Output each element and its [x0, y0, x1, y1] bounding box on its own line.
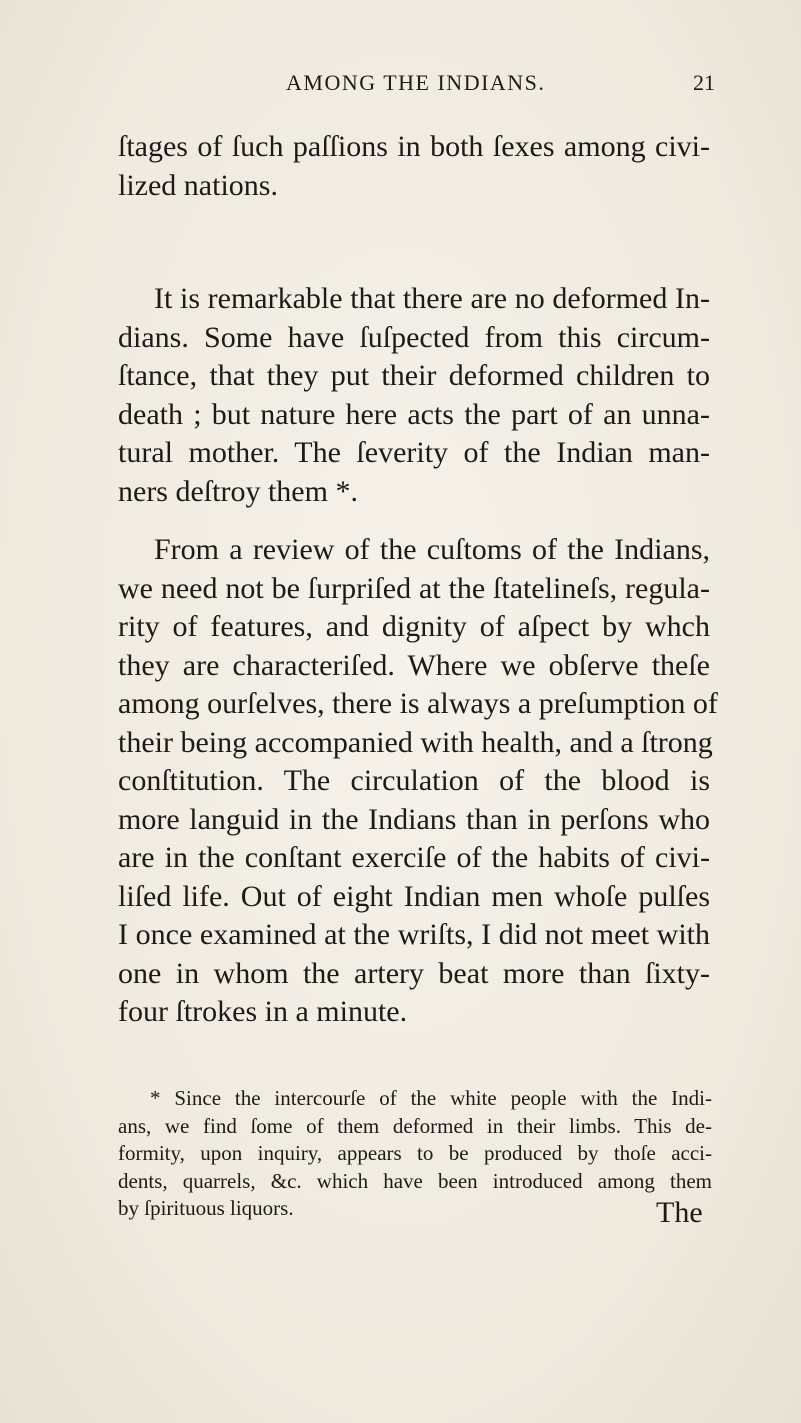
- text-line: It is remarkable that there are no deformed In-: [154, 282, 710, 315]
- text-line: one in whom the artery beat more than ſixty-: [118, 956, 710, 990]
- text-line: ners deſtroy them *.: [118, 474, 358, 508]
- footnote: [118, 1085, 712, 1223]
- text-line: more languid in the Indians than in perſons who: [118, 802, 710, 836]
- running-head: [0, 70, 801, 100]
- footnote-line: dents, quarrels, &c. which have been introduced among them: [118, 1168, 712, 1193]
- text-line: among ourſelves, there is always a preſumption of: [118, 687, 718, 720]
- running-title: AMONG THE INDIANS.: [286, 70, 546, 95]
- text-line: death ; but nature here acts the part of an unna-: [118, 397, 710, 431]
- text-line: tural mother. The ſeverity of the Indian man-: [118, 436, 710, 469]
- text-line: are in the conſtant exerciſe of the habits of civi-: [118, 841, 710, 874]
- text-line: four ſtrokes in a minute.: [118, 995, 408, 1028]
- text-line: they are characteriſed. Where we obſerve theſe: [118, 648, 710, 682]
- footnote-line: ans, we find ſome of them deformed in their limbs. This de-: [118, 1113, 712, 1138]
- footnote-line: by ſpirituous liquors.: [118, 1196, 294, 1220]
- paragraph-continuation: [118, 128, 710, 205]
- catchword: The: [656, 1196, 703, 1229]
- text-line: dians. Some have ſuſpected from this circum-: [118, 320, 710, 354]
- paragraph-customs-review: [118, 531, 718, 1032]
- text-line: their being accompanied with health, and a ſtrong: [118, 725, 713, 759]
- text-line: From a review of the cuſtoms of the Indians,: [154, 533, 710, 566]
- text-line: rity of features, and dignity of aſpect by whch: [118, 610, 710, 643]
- text-line: lized nations.: [118, 168, 278, 202]
- text-line: I once examined at the wriſts, I did not meet with: [118, 918, 710, 951]
- text-line: ſtages of ſuch paſſions in both ſexes among civi-: [118, 130, 710, 163]
- text-line: conſtitution. The circulation of the blood is: [118, 764, 710, 797]
- page-number: 21: [693, 70, 715, 95]
- footnote-line: formity, upon inquiry, appears to be produced by thoſe acci-: [118, 1141, 712, 1165]
- text-line: we need not be ſurpriſed at the ſtatelineſs, regula-: [118, 571, 710, 605]
- text-line: liſed life. Out of eight Indian men whoſe pulſes: [118, 879, 710, 913]
- paragraph-deformed-indians: [118, 280, 710, 511]
- text-line: ſtance, that they put their deformed children to: [118, 359, 710, 392]
- footnote-line: * Since the intercourſe of the white people with the Indi-: [150, 1086, 712, 1110]
